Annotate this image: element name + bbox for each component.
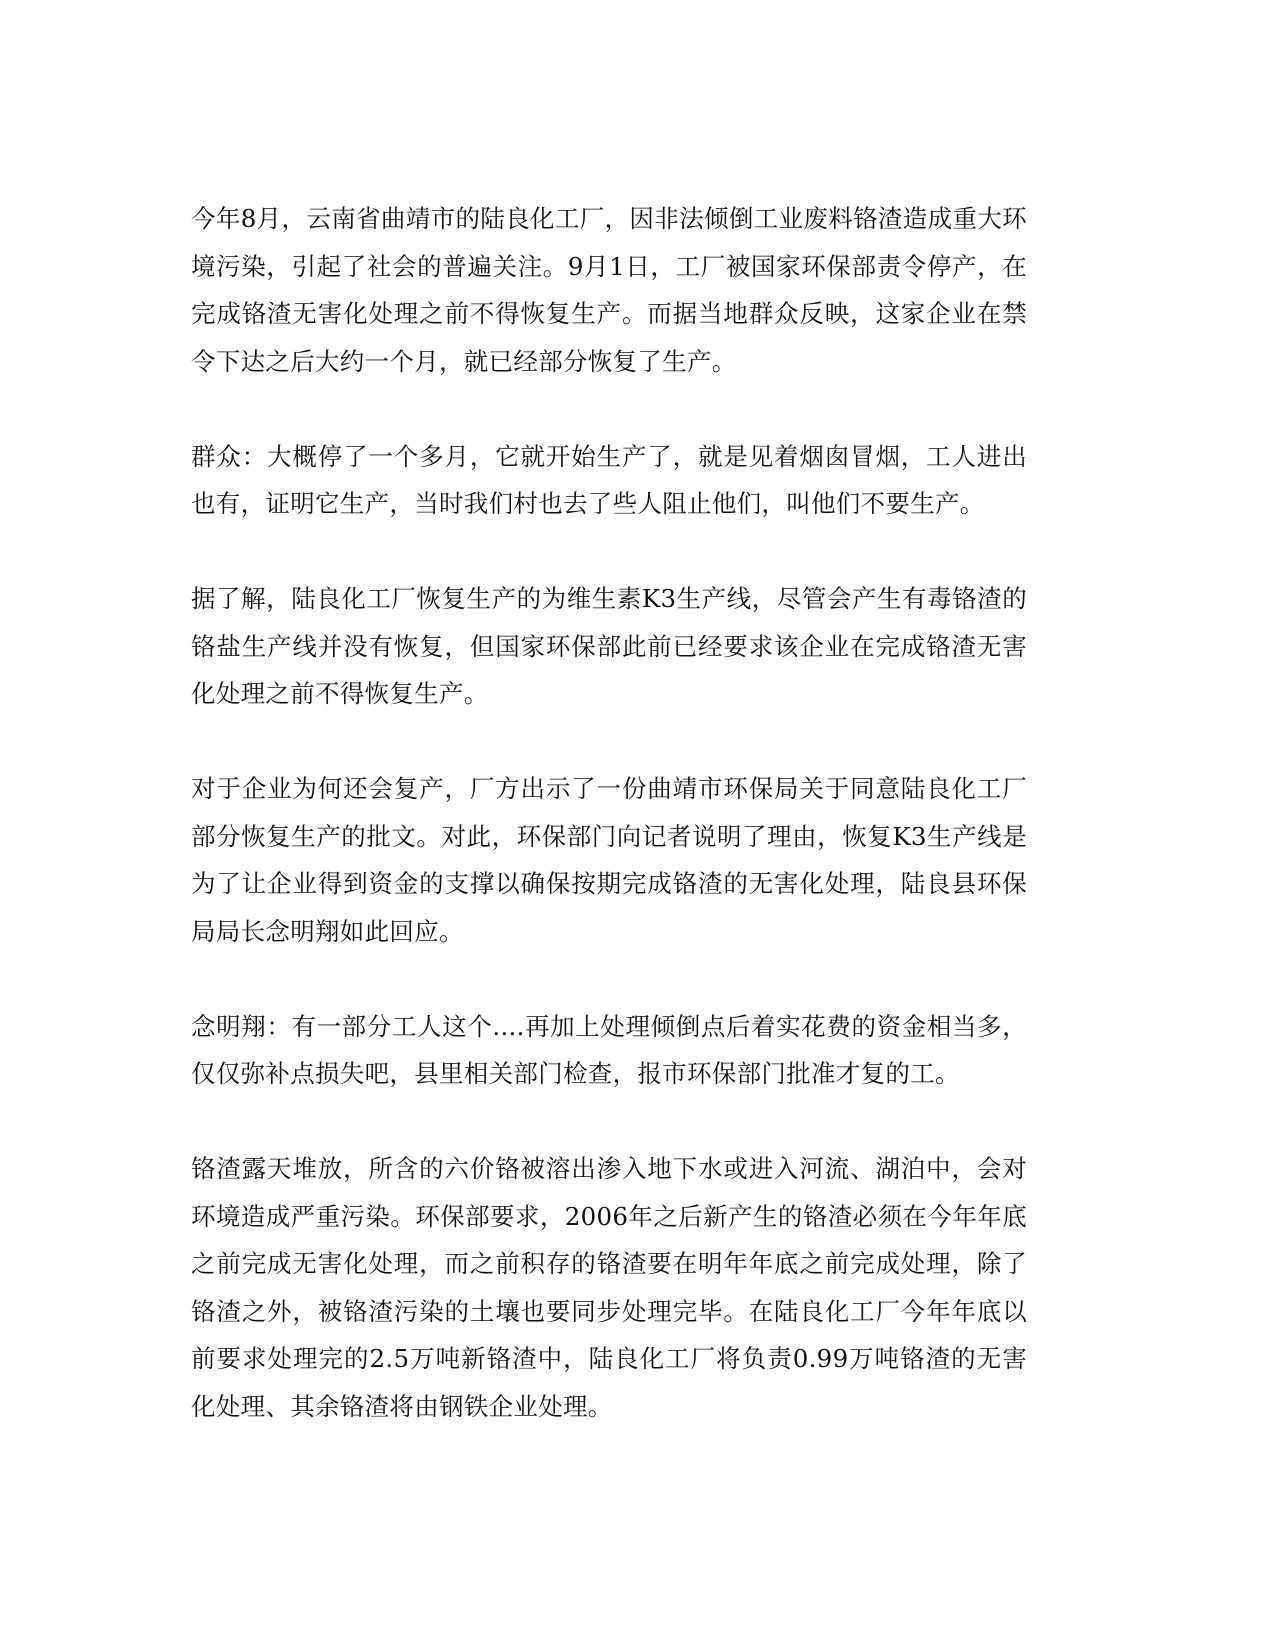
paragraph-4: 对于企业为何还会复产，厂方出示了一份曲靖市环保局关于同意陆良化工厂部分恢复生产的批文。对此，环保部门向记者说明了理由，恢复K3生产线是为了让企业得到资金的支撑以确保按期完成铬渣的无害化处理，陆良县环保局局长念明翔如此回应。 xyxy=(191,774,1027,946)
paragraph-5: 念明翔：有一部分工人这个....再加上处理倾倒点后着实花费的资金相当多，仅仅弥补点损失吧，县里相关部门检查，报市环保部门批准才复的工。 xyxy=(191,1011,1027,1088)
article-body xyxy=(191,195,1027,1430)
paragraph-3: 据了解，陆良化工厂恢复生产的为维生素K3生产线，尽管会产生有毒铬渣的铬盐生产线并没有恢复，但国家环保部此前已经要求该企业在完成铬渣无害化处理之前不得恢复生产。 xyxy=(191,584,1027,708)
paragraph-2: 群众：大概停了一个多月，它就开始生产了，就是见着烟囱冒烟，工人进出也有，证明它生产，当时我们村也去了些人阻止他们，叫他们不要生产。 xyxy=(191,441,1027,518)
paragraph-6: 铬渣露天堆放，所含的六价铬被溶出渗入地下水或进入河流、湖泊中，会对环境造成严重污染。环保部要求，2006年之后新产生的铬渣必须在今年年底之前完成无害化处理，而之前积存的铬渣要在明年年底之前完成处理，除了铬渣之外，被铬渣污染的土壤也要同步处理完毕。在陆良化工厂今年年底以前要求处理完的2.5万吨新铬渣中，陆良化工厂将负责0.99万吨铬渣的无害化处理、其余铬渣将由钢铁企业处理。 xyxy=(191,1154,1027,1421)
paragraph-1: 今年8月，云南省曲靖市的陆良化工厂，因非法倾倒工业废料铬渣造成重大环境污染，引起了社会的普遍关注。9月1日，工厂被国家环保部责令停产，在完成铬渣无害化处理之前不得恢复生产。而据当地群众反映，这家企业在禁令下达之后大约一个月，就已经部分恢复了生产。 xyxy=(191,204,1027,376)
